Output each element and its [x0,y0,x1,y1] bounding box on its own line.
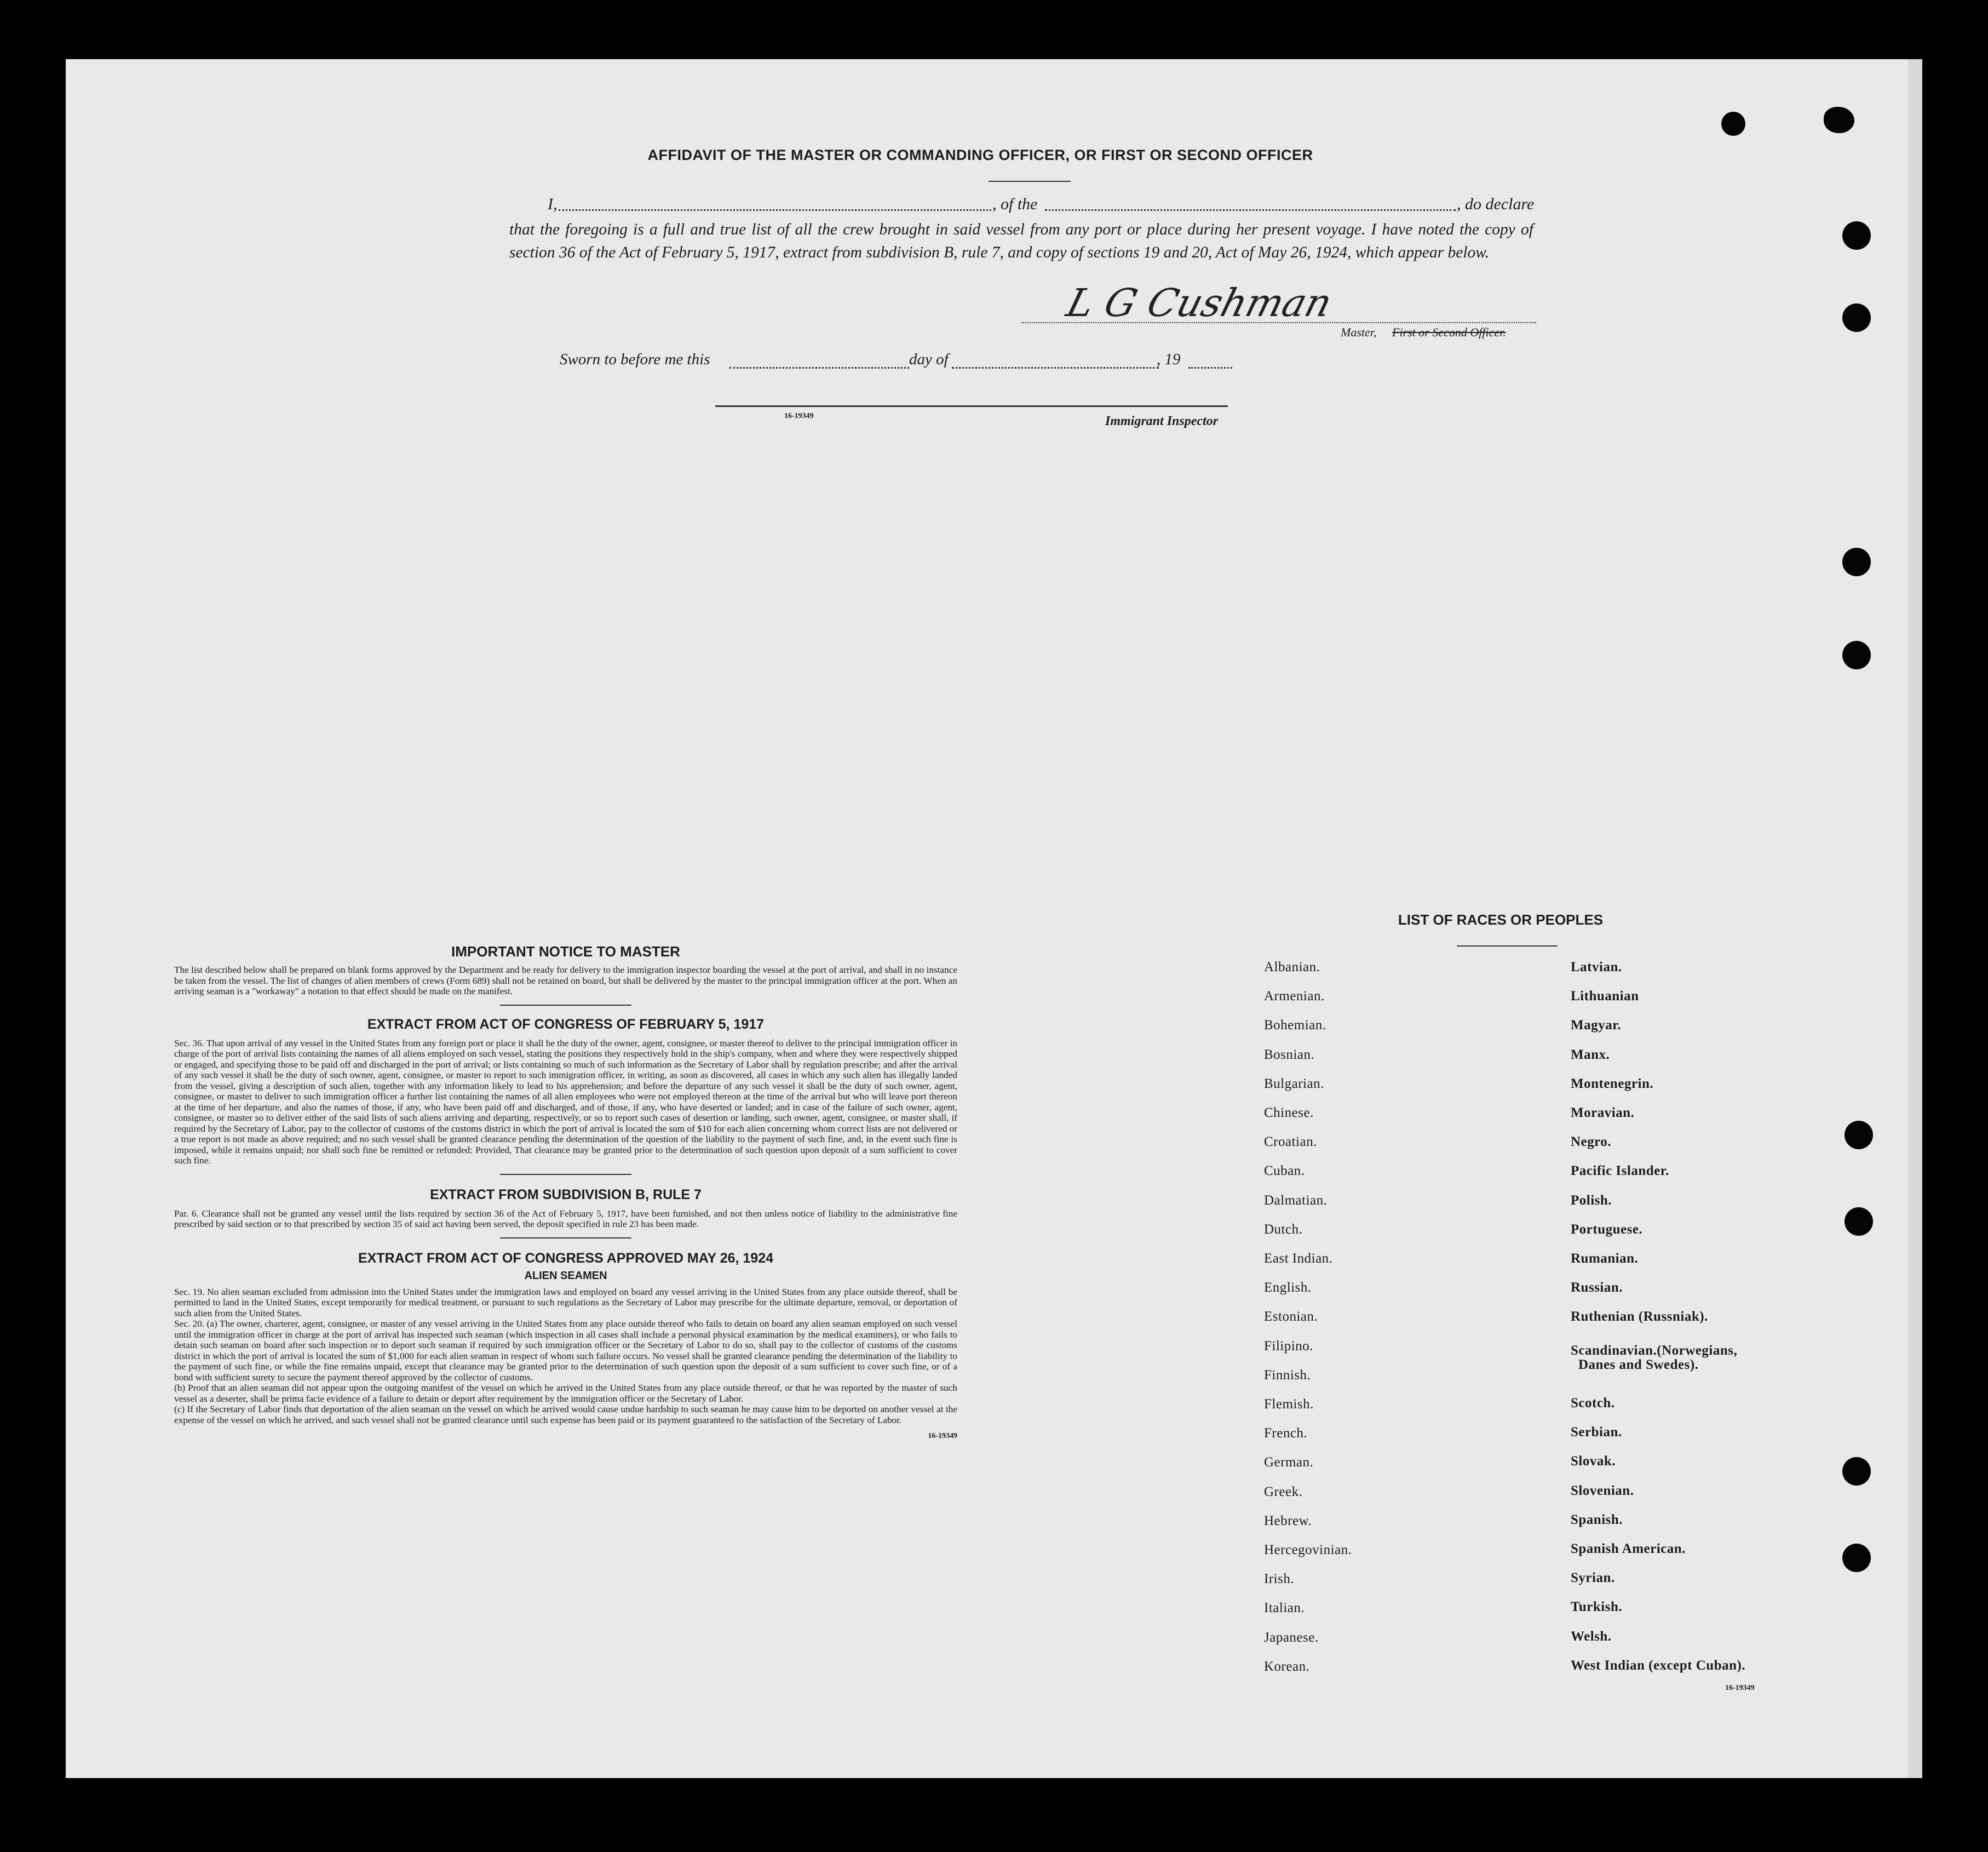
race-item: Chinese. [1264,1105,1314,1120]
race-item: Greek. [1264,1484,1303,1499]
race-item: East Indian. [1264,1251,1333,1266]
race-item: Lithuanian [1571,989,1639,1004]
race-item: Spanish. [1571,1512,1623,1527]
signature: L G Cushman [1062,280,1337,325]
race-item: Magyar. [1571,1018,1622,1033]
race-item: Flemish. [1264,1397,1314,1412]
punch-hole [1842,303,1871,332]
race-item: Hercegovinian. [1264,1543,1352,1557]
divider [500,1237,631,1239]
notice-title: IMPORTANT NOTICE TO MASTER [451,943,680,960]
race-item: Slovenian. [1571,1483,1634,1498]
divider [500,1005,631,1006]
affidavit-body: that the foregoing is a full and true list of all the crew brought in said vessel from any port or place during her present voyage. I have noted the copy of section 36 of the Act of February 5, 1917, extract from subdivision B, rule 7, and copy of sections 19 and 20, Act of May 26, 1924, which appear below. [509,221,1533,261]
race-item: German. [1264,1455,1314,1470]
race-item: Spanish American. [1571,1541,1686,1556]
punch-hole [1721,112,1745,136]
punch-hole [1842,1457,1871,1486]
races-form-number: 16-19349 [1725,1684,1755,1692]
race-item: Estonian. [1264,1309,1318,1325]
race-item: Scotch. [1571,1396,1615,1410]
sworn-day: day of [909,351,949,368]
punch-hole [1845,1207,1873,1236]
punch-hole [1824,107,1854,133]
punch-hole [1842,641,1871,669]
signature-line [1021,322,1536,323]
affidavit-title: AFFIDAVIT OF THE MASTER OR COMMANDING OFFICER, OR FIRST OR SECOND OFFICER [647,147,1313,163]
sworn-start: Sworn to before me this [560,351,710,368]
sec20c-text: (c) If the Secretary of Labor finds that deportation of the alien seaman on the vessel on which he arrived would cause undue hardship to such seaman he may cause him to be deported on another vessel at the expense of the vessel on which he arrived, and such vessel shall not be granted clearance until such expense has been paid or its payment guaranteed to the satisfaction of the Secretary of Labor. [174,1404,957,1425]
vessel-blank [1045,209,1456,211]
race-item: Filipino. [1264,1338,1313,1354]
race-item: Armenian. [1264,989,1325,1004]
extract3-title: EXTRACT FROM ACT OF CONGRESS APPROVED MAY 26, 1924 [358,1250,774,1266]
inspector-line [715,405,1228,407]
race-item: Dutch. [1264,1222,1303,1237]
race-item: Bohemian. [1264,1018,1326,1033]
notice-text: The list described below shall be prepared on blank forms approved by the Department and be ready for delivery to the immigration inspector boarding the vessel at the port of arrival, and shall in no instance be taken from the vessel. The list of changes of alien members of crews (Form 689) shall not be retained on board, but shall be delivered by the master to the principal immigration officer at the port. When an arriving seaman is a "workaway" a notation to that effect should be made on the manifest. [174,965,957,996]
divider [989,181,1071,182]
affidavit-line1-end: , do declare [1457,195,1535,213]
race-item: Slovak. [1571,1454,1616,1469]
race-item: Danes and Swedes). [1578,1357,1699,1372]
extract1-title: EXTRACT FROM ACT OF CONGRESS OF FEBRUARY 5, 1917 [367,1016,765,1032]
race-item: Russian. [1571,1280,1623,1295]
affidavit-line1-mid: , of the [992,195,1038,213]
race-item: Irish. [1264,1572,1295,1587]
punch-hole [1845,1121,1873,1149]
race-item: Albanian. [1264,960,1320,974]
race-item: Finnish. [1264,1367,1311,1383]
race-item: Ruthenian (Russniak). [1571,1309,1708,1325]
sworn-day-blank [729,367,909,369]
race-item: Moravian. [1571,1105,1635,1120]
punch-hole [1842,548,1871,576]
race-item: Rumanian. [1571,1251,1639,1266]
race-item: Scandinavian.(Norwegians, [1571,1343,1738,1358]
race-item: Bulgarian. [1264,1076,1324,1091]
extract1-text: Sec. 36. That upon arrival of any vessel in the United States from any foreign port or place it shall be the duty of the owner, agent, consignee, or master thereof to deliver to the principal immigration officer in charge of the port of arrival lists containing the names of all aliens employed on such vessel, stating the positions they respectively hold in the ship's company, when and where they were respectively shipped or engaged, and specifying those to be paid off and discharged in the port of arrival; or lists containing so much of such information as the Secretary of Labor shall by regulation prescribe; and after the arrival of any such vessel it shall be the duty of such owner, agent, consignee, or master to report to such immigration officer, in writing, as soon as discovered, all cases in which any such alien has illegally landed from the vessel, giving a description of such alien, together with any information likely to lead to his apprehension; and before the departure of any such vessel it shall be the duty of such owner, agent, consignee, or master to deliver to such immigration officer a further list containing the names of all alien employees who were not employed thereon at the time of the arrival but who will leave port thereon at the time of her departure, and also the names of those, if any, who have been paid off and discharged, and of those, if any, who have deserted or landed; and in case of the failure of such owner, agent, consignee, or master so to deliver either of the said lists of such aliens arriving and departing, respectively, or so to report such cases of desertion or landing, such owner, agent, consignee, or master shall, if required by the Secretary of Labor, pay to the collector of customs of the customs district in which the port of arrival is located the sum of $10 for each alien concerning whom correct lists are not delivered or a true report is not made as above required; and no such vessel shall be granted clearance pending the determination of the question of the liability to the payment of such fine, and, in the event such fine is imposed, while it remains unpaid; nor shall such fine be remitted or refunded: Provided, That clearance may be granted prior to the determination of such question upon deposit of a sum sufficient to cover such fine. [174,1037,957,1166]
signer-title: Master, [1341,325,1377,339]
race-item: English. [1264,1280,1312,1295]
race-item: Turkish. [1571,1599,1623,1615]
divider [1457,945,1558,947]
page-edge [1908,59,1922,1778]
extract2-text: Par. 6. Clearance shall not be granted any vessel until the lists required by section 36 of the Act of February 5, 1917, have been furnished, and not then unless notice of liability to the administrative fine prescribed by said section or to that prescribed by section 35 of said act having been served, the deposit specified in rule 23 has been made. [174,1208,957,1229]
race-item: Cuban. [1264,1163,1305,1179]
race-item: Welsh. [1571,1629,1612,1644]
sworn-year: , 19 [1157,351,1181,368]
sec20b-text: (b) Proof that an alien seaman did not appear upon the outgoing manifest of the vessel on which he arrived in the United States from any place outside thereof, or that he was reported by the master of such vessel as a deserter, shall be prima facie evidence of a failure to detain or deport after requirement by the immigration officer or the Secretary of Labor. [174,1383,957,1404]
race-item: Hebrew. [1264,1513,1312,1528]
race-item: French. [1264,1426,1308,1441]
sworn-month-blank [952,367,1159,369]
extract2-title: EXTRACT FROM SUBDIVISION B, RULE 7 [430,1186,702,1202]
races-title: LIST OF RACES OR PEOPLES [1398,911,1604,928]
extract3-subtitle: ALIEN SEAMEN [524,1269,607,1282]
race-item: West Indian (except Cuban). [1571,1658,1746,1673]
race-item: Dalmatian. [1264,1192,1328,1208]
race-item: Bosnian. [1264,1047,1315,1062]
race-item: Croatian. [1264,1134,1317,1150]
race-item: Montenegrin. [1571,1076,1654,1091]
affidavit-line1-start: I, [548,195,558,213]
sec19-text: Sec. 19. No alien seaman excluded from admission into the United States under the immigration laws and employed on board any vessel arriving in the United States from any place outside thereof, shall be permitted to land in the United States, except temporarily for medical treatment, or pursuant to such regulations as the Secretary of Labor may prescribe for the ultimate departure, removal, or deportation of such alien from the United States. [174,1286,957,1318]
race-item: Manx. [1571,1047,1610,1062]
race-item: Korean. [1264,1659,1310,1674]
inspector-label: Immigrant Inspector [1105,414,1219,428]
notice-section [174,943,957,1441]
form-number: 16-19349 [784,412,814,420]
race-item: Negro. [1571,1134,1612,1150]
sec20a-text: Sec. 20. (a) The owner, charterer, agent, consignee, or master of any vessel arriving in the United States from any place outside thereof who fails to detain on board any alien seaman employed on such vessel until the immigration officer in charge at the port of arrival has inspected such seaman (which inspection in all cases shall include a personal physical examination by the medical examiners), or who fails to detain such seaman on board after such inspection or to deport such seaman if required by such immigration officer or the Secretary of Labor to do so, shall pay to the collector of customs of the customs district in which the port of arrival is located the sum of $1,000 for each alien seaman in respect of whom such failure occurs. No vessel shall be granted clearance pending the determination of the liability to the payment of such fine, or while the fine remains unpaid, except that clearance may be granted prior to the determination of such question upon the deposit of a sum sufficient to cover such fine, or of a bond with sufficient surety to secure the payment thereof approved by the collector of customs. [174,1318,957,1383]
name-blank [559,209,991,211]
sworn-year-blank [1188,367,1232,369]
punch-hole [1842,1544,1871,1572]
race-item: Italian. [1264,1601,1305,1616]
race-item: Japanese. [1264,1630,1319,1645]
divider [500,1174,631,1175]
race-item: Portuguese. [1571,1222,1643,1237]
signer-struck: First or Second Officer. [1392,325,1506,339]
race-item: Syrian. [1571,1570,1615,1586]
punch-hole [1842,221,1871,250]
notice-form-number: 16-19349 [928,1432,957,1440]
race-item: Pacific Islander. [1571,1163,1669,1179]
race-item: Serbian. [1571,1425,1622,1440]
race-item: Latvian. [1571,960,1622,974]
race-item: Polish. [1571,1192,1612,1208]
